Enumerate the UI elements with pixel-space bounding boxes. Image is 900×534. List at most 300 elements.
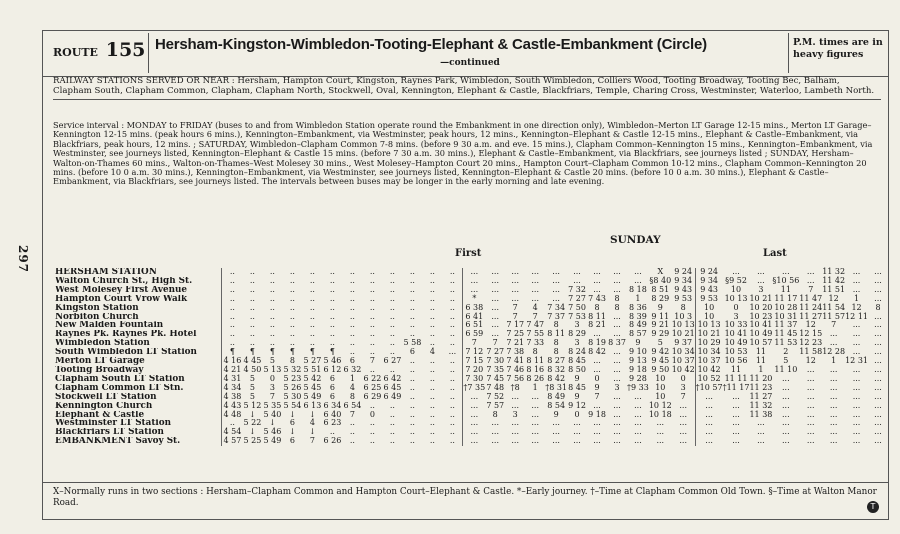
- time-cell-sat: ..: [429, 284, 435, 294]
- time-cell-sat: ..: [349, 284, 355, 294]
- time-cell-sunfirst: 8 24: [568, 347, 586, 357]
- time-cell-sat: ..: [449, 293, 455, 303]
- time-cell-sunfirst: 7 50: [568, 302, 586, 312]
- time-cell-sat: ..: [222, 330, 243, 339]
- time-cell-sat: ..: [389, 302, 395, 312]
- time-cell-sunlast: 1: [854, 293, 860, 303]
- time-cell-sunfirst: 8: [553, 320, 559, 330]
- time-cell-sunlast: 3: [733, 311, 739, 321]
- time-cell-sunfirst: ...: [593, 284, 601, 294]
- time-cell-sat: ..: [289, 338, 295, 348]
- page-number: 297: [16, 244, 30, 274]
- station-name: EMBANKMENT Savoy St.: [55, 437, 181, 447]
- time-cell-sunlast: 1: [831, 356, 837, 366]
- time-cell-sunfirst: 8 50: [568, 364, 586, 374]
- time-cell-sat: ..: [449, 436, 455, 446]
- time-cell-sunfirst: 9: [553, 409, 559, 419]
- time-cell-sat: 6: [289, 418, 295, 428]
- time-cell-sunfirst: ...: [613, 267, 621, 276]
- time-cell-sunfirst: ...: [593, 267, 601, 276]
- time-cell-sunlast: 12 11: [845, 311, 868, 321]
- time-cell-sunlast: 11 37: [774, 320, 798, 330]
- time-cell-sunfirst: 10 42: [671, 364, 695, 374]
- time-cell-sat: 5 12: [243, 400, 262, 410]
- time-cell-sat: ..: [389, 275, 395, 285]
- time-cell-sunlast: 11 38: [749, 409, 773, 419]
- time-cell-sat: ¶: [309, 347, 315, 357]
- time-cell-sat: ..: [409, 418, 415, 428]
- time-cell-sunfirst: 7 20: [463, 366, 485, 375]
- time-cell-sat: ..: [349, 293, 355, 303]
- time-cell-sunfirst: ...: [552, 427, 560, 437]
- time-cell-sunlast: ...: [874, 293, 882, 303]
- time-cell-sunlast: ...: [874, 400, 882, 410]
- time-cell-sunlast: 8: [875, 302, 881, 312]
- time-cell-sunlast: 11 20: [749, 373, 773, 383]
- time-cell-sat: ..: [289, 284, 295, 294]
- time-cell-sat: ..: [449, 391, 455, 401]
- time-cell-sat: ..: [449, 409, 455, 419]
- time-cell-sunfirst: 5: [657, 338, 663, 348]
- time-cell-sunfirst: 9 42: [651, 347, 670, 357]
- time-cell-sunfirst: 8 49: [547, 391, 566, 401]
- time-cell-sunlast: §9 52: [725, 275, 747, 285]
- time-cell-sunlast: ...: [874, 391, 882, 401]
- time-cell-sat: ..: [429, 400, 435, 410]
- time-cell-sat: ..: [409, 284, 415, 294]
- time-cell-sunfirst: ...: [613, 347, 621, 357]
- time-cell-sunfirst: ...: [491, 267, 500, 276]
- time-cell-sunlast: ...: [732, 418, 740, 428]
- time-cell-sunlast: 10 37: [695, 357, 722, 366]
- time-cell-sunfirst: §8 40: [649, 275, 672, 285]
- time-cell-sat: 4 57: [223, 436, 242, 446]
- time-cell-sat: 5 49: [263, 436, 282, 446]
- time-cell-sunlast: ...: [806, 373, 815, 383]
- time-cell-sunfirst: ...: [679, 409, 688, 419]
- time-cell-sunlast: 12 31: [845, 356, 868, 366]
- time-cell-sunfirst: ...: [634, 400, 642, 410]
- time-cell-sunfirst: 7 47: [526, 320, 545, 330]
- time-cell-sunlast: †11 17: [722, 382, 750, 392]
- time-cell-sunlast: ...: [732, 409, 740, 419]
- time-cell-sunfirst: 7 25: [506, 329, 525, 339]
- time-cell-sunlast: ...: [806, 364, 815, 374]
- time-cell-sat: 4: [309, 418, 315, 428]
- time-cell-sunfirst: ...: [491, 311, 500, 321]
- time-cell-sunlast: ...: [757, 436, 765, 446]
- time-cell-sunfirst: ...: [463, 268, 485, 277]
- time-cell-sunlast: 11 17: [774, 293, 798, 303]
- time-cell-sat: ..: [429, 311, 435, 321]
- time-cell-sat: ..: [389, 338, 395, 348]
- time-cell-sunfirst: ...: [613, 275, 621, 285]
- time-cell-sunfirst: 8: [680, 302, 686, 312]
- time-cell-sat: ..: [449, 320, 455, 330]
- time-cell-sat: ..: [222, 304, 243, 313]
- timetable-grid: [55, 268, 888, 446]
- time-cell-sunfirst: 7 57: [486, 400, 505, 410]
- time-cell-sunfirst: ...: [463, 419, 485, 428]
- time-cell-sunfirst: 8 36: [629, 302, 647, 312]
- time-cell-sat: ..: [429, 364, 435, 374]
- time-cell-sunlast: ...: [852, 284, 861, 294]
- time-cell-sunfirst: 9: [635, 338, 641, 348]
- time-cell-sunlast: 10 13: [695, 321, 722, 330]
- time-cell-sunlast: 9 43: [695, 286, 722, 295]
- railway-stations-text: RAILWAY STATIONS SERVED OR NEAR : Hersham, Hampton Court, Kingston, Raynes Park, Wimbledon, South Wimbledon, Colliers Wood, Tooting Broadway, Tooting Bec, Balham, Clapham South, Clapham Common, Clapham, Clapham North, Stockwell, Oval, Kennington, Elephant & Castle, Blackfriars, Temple, Charing Cross, Westminster, Waterloo, Lambeth North.: [53, 77, 881, 100]
- time-cell-sat: ..: [222, 313, 243, 322]
- time-cell-sunlast: 11 53: [774, 338, 798, 348]
- time-cell-sat: 6 32: [343, 364, 362, 374]
- time-cell-sat: ..: [289, 267, 295, 276]
- time-cell-sunlast: ...: [782, 267, 790, 276]
- time-cell-sunlast: 12 28: [822, 347, 846, 357]
- time-cell-sunfirst: ...: [679, 418, 688, 428]
- time-cell-sat: ..: [349, 329, 355, 339]
- time-cell-sunlast: 7: [808, 284, 814, 294]
- time-cell-sat: 0: [369, 409, 375, 419]
- time-cell-sunlast: 9 24: [695, 268, 722, 277]
- station-name: South Wimbledon LT Station: [55, 348, 197, 358]
- time-cell-sunfirst: ...: [593, 427, 601, 437]
- time-cell-sat: ..: [449, 356, 455, 366]
- time-cell-sunlast: ...: [806, 409, 815, 419]
- time-cell-sunfirst: ...: [552, 436, 560, 446]
- time-cell-sat: 8: [349, 391, 355, 401]
- time-cell-sunlast: ...: [852, 320, 861, 330]
- time-cell-sunlast: ...: [874, 284, 882, 294]
- time-cell-sunlast: 0: [733, 302, 739, 312]
- time-cell-sunlast: 11 27: [749, 391, 773, 401]
- time-cell-sunfirst: ...: [531, 391, 540, 401]
- time-cell-sunfirst: ...: [491, 329, 500, 339]
- time-cell-sat: ..: [409, 409, 415, 419]
- time-cell-sunlast: ...: [829, 436, 838, 446]
- time-cell-sat: ..: [409, 382, 415, 392]
- sunday-heading: SUNDAY: [610, 234, 661, 246]
- time-cell-sunfirst: 7 34: [547, 302, 566, 312]
- time-cell-sunfirst: 8: [553, 347, 559, 357]
- time-cell-sunfirst: 8 18: [629, 284, 647, 294]
- time-cell-sat: ..: [429, 329, 435, 339]
- time-cell-sat: ..: [222, 419, 243, 428]
- time-cell-sat: ..: [349, 320, 355, 330]
- station-name: Clapham South LT Station: [55, 374, 185, 384]
- time-cell-sunlast: ...: [852, 364, 861, 374]
- time-cell-sat: ..: [429, 320, 435, 330]
- time-cell-sat: ..: [349, 436, 355, 446]
- time-cell-sat: ..: [429, 427, 435, 437]
- time-cell-sunfirst: 9 12: [568, 400, 586, 410]
- time-cell-sunlast: ...: [829, 427, 838, 437]
- time-cell-sunfirst: ...: [613, 364, 621, 374]
- time-cell-sat: 5: [249, 373, 255, 383]
- time-cell-sunfirst: 9 11: [651, 311, 670, 321]
- time-cell-sunfirst: 8 37: [608, 338, 626, 348]
- time-cell-sunfirst: 7: [680, 391, 686, 401]
- time-cell-sunlast: ...: [829, 329, 838, 339]
- time-cell-sunlast: 10: [695, 304, 722, 313]
- time-cell-sat: 4 50: [243, 364, 262, 374]
- time-cell-sat: ..: [429, 338, 435, 348]
- time-cell-sat: 6 49: [383, 391, 402, 401]
- time-cell-sunlast: 12: [851, 302, 862, 312]
- time-cell-sunlast: ...: [732, 436, 740, 446]
- time-cell-sunlast: ...: [695, 402, 722, 411]
- time-cell-sat: ..: [249, 267, 255, 276]
- time-cell-sunlast: ...: [852, 382, 861, 392]
- time-cell-sunfirst: ...: [552, 293, 560, 303]
- time-cell-sat: ..: [269, 267, 275, 276]
- time-cell-sat: ..: [389, 329, 395, 339]
- pm-note: P.M. times are in heavy figures: [793, 37, 883, 60]
- time-cell-sunfirst: 8 49: [629, 320, 647, 330]
- time-cell-sunlast: ...: [874, 338, 882, 348]
- time-cell-sat: 6 13: [303, 400, 322, 410]
- time-cell-sunfirst: 10: [655, 373, 666, 383]
- time-cell-sunfirst: 9: [574, 373, 580, 383]
- time-cell-sunfirst: 8 57: [629, 329, 647, 339]
- time-cell-sat: 5 58: [403, 338, 422, 348]
- time-cell-sunfirst: 8: [553, 338, 559, 348]
- time-cell-sunlast: 10 21: [749, 293, 773, 303]
- time-cell-sat: 6 54: [343, 400, 362, 410]
- station-name: Westminster LT Station: [55, 419, 171, 429]
- time-cell-sat: 6 34: [323, 400, 342, 410]
- time-cell-sunfirst: ...: [634, 275, 642, 285]
- time-cell-sunlast: 10 42: [695, 366, 722, 375]
- time-cell-sunfirst: 8 42: [588, 347, 606, 357]
- time-cell-sunfirst: ...: [634, 391, 642, 401]
- time-cell-sunlast: 10 33: [724, 320, 748, 330]
- time-cell-sat: ..: [309, 275, 315, 285]
- time-cell-sat: ..: [369, 436, 375, 446]
- station-name: HERSHAM STATION: [55, 268, 157, 277]
- time-cell-sunlast: 11 27: [799, 311, 823, 321]
- time-cell-sunfirst: 9: [574, 391, 580, 401]
- time-cell-sunfirst: 8 54: [547, 400, 566, 410]
- time-cell-sunlast: ...: [757, 427, 765, 437]
- time-cell-sunlast: ...: [874, 382, 882, 392]
- time-cell-sunlast: ...: [874, 320, 882, 330]
- time-cell-sunfirst: 0: [680, 373, 686, 383]
- time-cell-sunfirst: ...: [491, 436, 500, 446]
- time-cell-sat: ..: [309, 293, 315, 303]
- time-cell-sat: 5: [269, 356, 275, 366]
- time-cell-sunlast: 11 23: [749, 382, 773, 392]
- timetable-frame: [42, 30, 889, 520]
- time-cell-sat: ..: [429, 267, 435, 276]
- time-cell-sunfirst: ...: [552, 275, 560, 285]
- time-cell-sunfirst: 8 19: [588, 338, 606, 348]
- time-cell-sunlast: 12: [805, 320, 816, 330]
- time-cell-sunlast: ...: [757, 267, 765, 276]
- time-cell-sat: 5: [249, 382, 255, 392]
- time-cell-sunlast: ...: [695, 437, 722, 446]
- time-cell-sunlast: ...: [732, 267, 740, 276]
- time-cell-sunfirst: ...: [593, 364, 601, 374]
- time-cell-sunlast: ...: [829, 338, 838, 348]
- time-cell-sat: 1: [349, 373, 355, 383]
- time-cell-sunlast: ...: [874, 311, 882, 321]
- time-cell-sunfirst: ...: [511, 391, 520, 401]
- time-cell-sat: ..: [269, 284, 275, 294]
- time-cell-sunfirst: ...: [573, 436, 581, 446]
- time-cell-sat: ..: [409, 302, 415, 312]
- time-cell-sunlast: 11 45: [774, 329, 798, 339]
- time-cell-sat: ..: [309, 320, 315, 330]
- time-cell-sat: 6 22: [363, 373, 382, 383]
- station-name: Kennington Church: [55, 401, 153, 411]
- time-cell-sunlast: ...: [829, 364, 838, 374]
- time-cell-sunlast: 10 23: [749, 311, 773, 321]
- time-cell-sat: ..: [349, 267, 355, 276]
- time-cell-sunfirst: ...: [656, 427, 665, 437]
- time-cell-sunfirst: ...: [463, 393, 485, 402]
- time-cell-sunfirst: 9 18: [588, 409, 606, 419]
- time-cell-sunfirst: ...: [463, 428, 485, 437]
- time-cell-sunlast: 11 54: [822, 302, 846, 312]
- time-cell-sat: ..: [389, 400, 395, 410]
- time-cell-sunfirst: ...: [613, 320, 621, 330]
- time-cell-sunfirst: 10 37: [671, 356, 695, 366]
- time-cell-sat: ..: [389, 320, 395, 330]
- time-cell-sat: ..: [222, 295, 243, 304]
- time-cell-sunfirst: 9 43: [674, 284, 693, 294]
- time-cell-sat: ..: [429, 436, 435, 446]
- header-divider-right: [788, 33, 789, 73]
- time-cell-sat: ..: [429, 373, 435, 383]
- time-cell-sunlast: 10 34: [695, 348, 722, 357]
- time-cell-sat: ..: [449, 400, 455, 410]
- time-cell-sunfirst: 9 18: [629, 364, 647, 374]
- time-cell-sunfirst: 7 45: [486, 373, 505, 383]
- time-cell-sunfirst: ...: [491, 302, 500, 312]
- time-cell-sat: ..: [369, 364, 375, 374]
- time-cell-sunfirst: †8 31: [545, 382, 568, 392]
- time-cell-sat: ..: [309, 284, 315, 294]
- time-cell-sat: 7: [349, 409, 355, 419]
- time-cell-sat: ↓: [269, 418, 276, 428]
- time-cell-sunfirst: ...: [463, 286, 485, 295]
- time-cell-sat: ..: [249, 311, 255, 321]
- station-name: Tooting Broadway: [55, 365, 144, 375]
- time-cell-sunfirst: ...: [593, 400, 601, 410]
- corner-mark-icon: T: [867, 501, 879, 513]
- time-cell-sunlast: 5: [783, 356, 789, 366]
- time-cell-sunfirst: 6 38: [463, 304, 485, 313]
- time-cell-sunfirst: ...: [613, 409, 621, 419]
- time-cell-sunfirst: 10: [655, 382, 666, 392]
- time-cell-sunfirst: 7 32: [568, 284, 586, 294]
- time-cell-sat: ..: [289, 329, 295, 339]
- time-cell-sunfirst: ...: [573, 275, 581, 285]
- time-cell-sat: 6 27: [383, 356, 402, 366]
- time-cell-sunfirst: 8 11: [547, 329, 566, 339]
- time-cell-sunfirst: 3: [574, 320, 580, 330]
- time-cell-sunfirst: 9 45: [651, 356, 670, 366]
- time-cell-sunlast: ...: [874, 329, 882, 339]
- time-cell-sat: ..: [389, 436, 395, 446]
- time-cell-sat: 7: [269, 391, 275, 401]
- time-cell-sat: ¶: [249, 347, 255, 357]
- time-cell-sat: 6: [289, 436, 295, 446]
- time-cell-sunfirst: 7 46: [506, 364, 525, 374]
- time-cell-sat: ..: [389, 347, 395, 357]
- time-cell-sat: ..: [409, 436, 415, 446]
- time-cell-sunfirst: ...: [679, 427, 688, 437]
- time-cell-sat: ..: [329, 293, 335, 303]
- time-cell-sunlast: ...: [852, 267, 861, 276]
- station-name: Elephant & Castle: [55, 410, 145, 420]
- time-cell-sat: ¶: [289, 347, 295, 357]
- time-cell-sunfirst: 9: [594, 382, 600, 392]
- time-cell-sat: ..: [409, 293, 415, 303]
- time-cell-sat: ↓: [289, 409, 296, 419]
- time-cell-sat: 6 40: [323, 409, 342, 419]
- time-cell-sunfirst: ...: [491, 427, 500, 437]
- time-cell-sunfirst: 7: [463, 339, 485, 348]
- time-cell-sunfirst: 7 37: [547, 311, 566, 321]
- route-title: Hersham-Kingston-Wimbledon-Tooting-Elephant & Castle-Embankment (Circle): [155, 36, 707, 53]
- time-cell-sunlast: 12 23: [799, 338, 823, 348]
- time-cell-sat: ..: [222, 321, 243, 330]
- time-cell-sat: ..: [389, 267, 395, 276]
- time-cell-sunfirst: 7 41: [506, 356, 525, 366]
- time-cell-sunfirst: ...: [679, 400, 688, 410]
- time-cell-sat: 3: [269, 382, 275, 392]
- time-cell-sat: 5 45: [303, 382, 322, 392]
- time-cell-sunfirst: 3: [680, 382, 686, 392]
- time-cell-sunlast: ...: [806, 267, 815, 276]
- time-cell-sunfirst: 8 51: [651, 284, 670, 294]
- time-cell-sat: ..: [329, 284, 335, 294]
- time-cell-sat: 5 32: [283, 364, 302, 374]
- time-cell-sat: ..: [429, 356, 435, 366]
- time-cell-sunfirst: 8 42: [547, 373, 566, 383]
- time-cell-sat: ..: [269, 329, 275, 339]
- time-cell-sunlast: ...: [806, 400, 815, 410]
- time-cell-sat: ..: [369, 418, 375, 428]
- time-cell-sat: ..: [309, 338, 315, 348]
- time-cell-sunlast: 11: [755, 356, 767, 366]
- time-cell-sunfirst: 9 28: [629, 373, 647, 383]
- time-cell-sat: 4 16: [223, 356, 242, 366]
- time-cell-sat: 4 31: [223, 373, 242, 383]
- time-cell-sunfirst: 9 24: [674, 267, 693, 276]
- time-cell-sunlast: 12 15: [799, 329, 823, 339]
- time-cell-sunlast: 11 32: [749, 400, 773, 410]
- time-cell-sunlast: ...: [757, 275, 765, 285]
- time-cell-sat: 4 48: [223, 409, 242, 419]
- time-cell-sat: ..: [389, 418, 395, 428]
- time-cell-sunlast: ...: [852, 329, 861, 339]
- time-cell-sat: ..: [389, 427, 395, 437]
- time-cell-sat: 4: [429, 347, 435, 357]
- time-cell-sat: ..: [409, 364, 415, 374]
- time-cell-sat: 5 22: [243, 418, 262, 428]
- time-cell-sat: ..: [289, 320, 295, 330]
- time-cell-sat: 6: [329, 373, 335, 383]
- time-cell-sunlast: ...: [806, 275, 815, 285]
- time-cell-sunlast: 1: [758, 364, 764, 374]
- time-cell-sat: ..: [449, 275, 455, 285]
- time-cell-sat: ..: [222, 339, 243, 348]
- time-cell-sat: ..: [429, 409, 435, 419]
- time-cell-sunlast: ...: [782, 391, 790, 401]
- time-cell-sat: ..: [409, 320, 415, 330]
